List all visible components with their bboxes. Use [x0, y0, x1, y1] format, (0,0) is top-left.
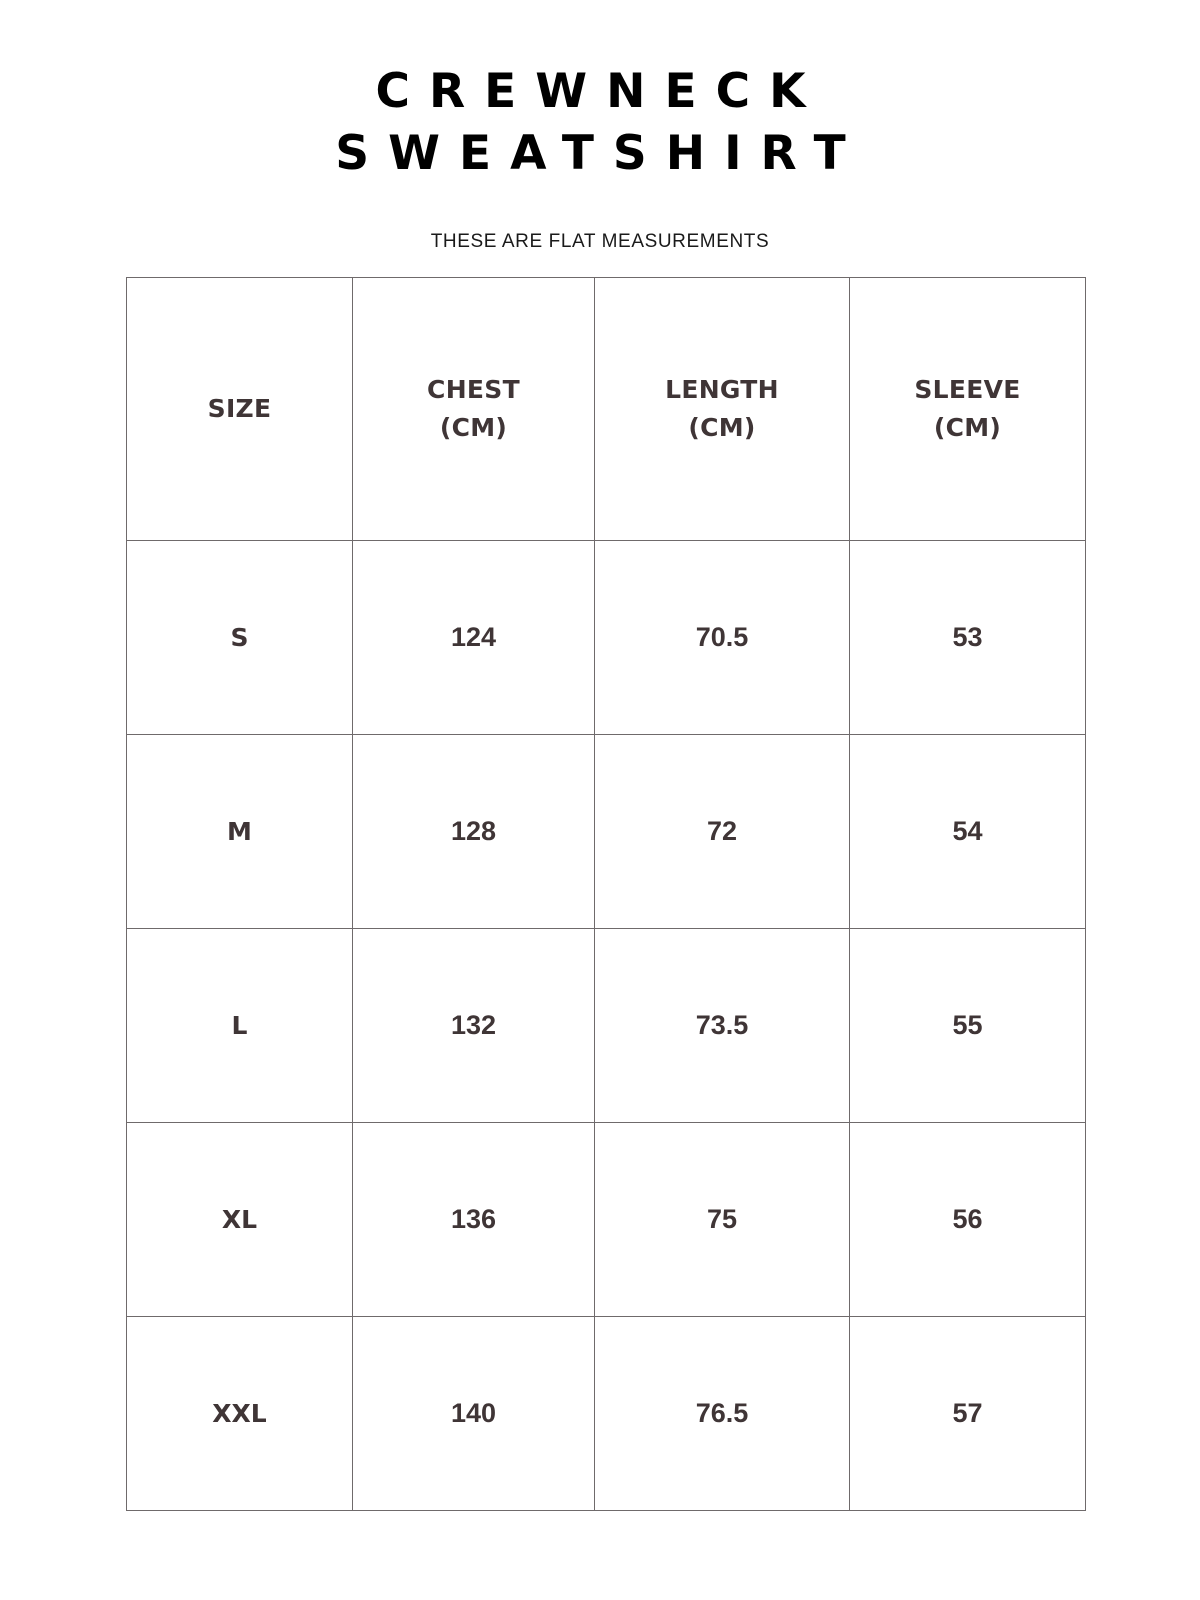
size-cell: XXL [127, 1317, 353, 1511]
header-length [595, 278, 850, 541]
header-sleeve [850, 278, 1086, 541]
chest-cell: 128 [353, 735, 595, 929]
table-header-row [127, 278, 1086, 541]
header-size [127, 278, 353, 541]
chest-cell: 124 [353, 541, 595, 735]
chest-cell: 140 [353, 1317, 595, 1511]
table-row [127, 1123, 1086, 1317]
page-title-line-1: CREWNECK [375, 64, 825, 119]
length-cell: 75 [595, 1123, 850, 1317]
table-row [127, 541, 1086, 735]
table-row [127, 735, 1086, 929]
chest-cell: 136 [353, 1123, 595, 1317]
page-title-line-2: SWEATSHIRT [335, 126, 865, 181]
header-chest-unit: (CM) [439, 413, 508, 442]
length-cell: 72 [595, 735, 850, 929]
header-size-label: SIZE [207, 394, 272, 423]
table-row [127, 929, 1086, 1123]
sleeve-cell: 56 [850, 1123, 1086, 1317]
subtitle: THESE ARE FLAT MEASUREMENTS [430, 231, 770, 252]
length-cell: 73.5 [595, 929, 850, 1123]
length-cell: 70.5 [595, 541, 850, 735]
table-row [127, 1317, 1086, 1511]
header-sleeve-label: SLEEVE [914, 375, 1021, 404]
sleeve-cell: 55 [850, 929, 1086, 1123]
header-sleeve-unit: (CM) [933, 413, 1002, 442]
size-cell: XL [127, 1123, 353, 1317]
length-cell: 76.5 [595, 1317, 850, 1511]
sleeve-cell: 53 [850, 541, 1086, 735]
chest-cell: 132 [353, 929, 595, 1123]
size-cell: M [127, 735, 353, 929]
size-cell: L [127, 929, 353, 1123]
size-cell: S [127, 541, 353, 735]
size-chart-table [126, 277, 1086, 1511]
sleeve-cell: 54 [850, 735, 1086, 929]
header-length-label: LENGTH [665, 375, 779, 404]
sleeve-cell: 57 [850, 1317, 1086, 1511]
header-chest-label: CHEST [427, 375, 520, 404]
header-length-unit: (CM) [688, 413, 756, 442]
header-chest [353, 278, 595, 541]
